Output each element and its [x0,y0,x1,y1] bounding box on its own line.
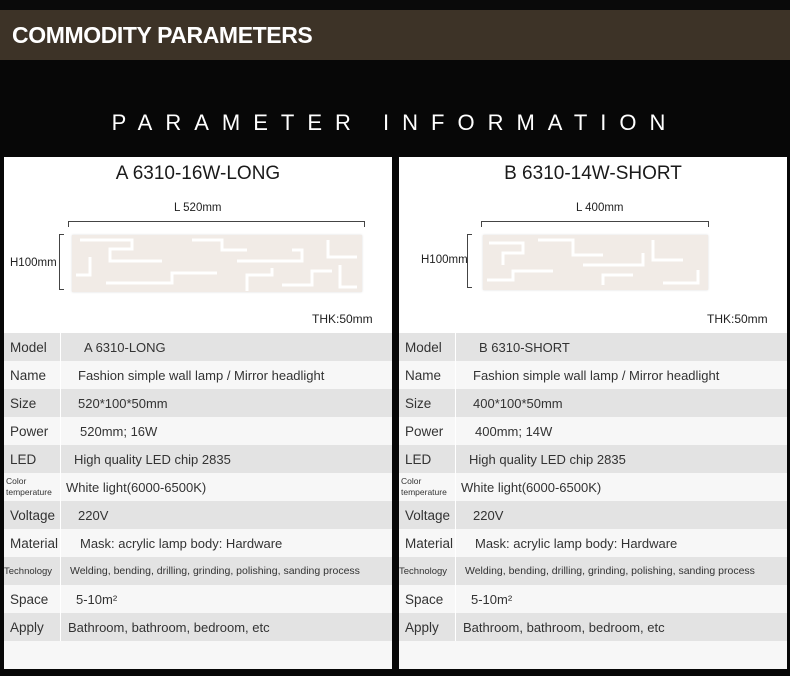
row-label: Material [10,535,59,551]
product-panel-a [4,157,392,658]
section-heading: PARAMETER INFORMATION [111,110,679,135]
row-value: 520*100*50mm [78,395,168,411]
header-band [0,10,790,60]
row-label: Name [405,367,442,383]
row-value: Fashion simple wall lamp / Mirror headlight [78,367,325,383]
row-label: Color temperature [6,476,52,497]
row-value: 5-10m² [76,591,118,607]
row-label: Apply [10,619,44,635]
row-value: Bathroom, bathroom, bedroom, etc [68,619,270,635]
page-title: COMMODITY PARAMETERS [12,22,313,48]
product-panel-b [399,157,787,658]
table-row [399,389,787,417]
top-stripe [0,0,790,10]
table-row [4,389,392,417]
row-value: High quality LED chip 2835 [74,451,231,467]
table-row [399,333,787,361]
row-label: Material [405,535,454,551]
panel-title: A 6310-16W-LONG [115,163,281,184]
row-value: 400*100*50mm [473,395,563,411]
row-label: Apply [405,619,439,635]
table-row [4,557,392,585]
row-label: Model [405,339,442,355]
row-label: Power [10,423,49,439]
length-dimension-line [68,221,365,227]
row-label: Size [10,395,37,411]
row-label: Voltage [10,507,56,523]
row-label: Technology [399,565,448,577]
row-label: Voltage [405,507,451,523]
row-value: 520mm; 16W [80,423,158,439]
row-value: Welding, bending, drilling, grinding, polishing, sanding process [70,565,360,577]
table-row [399,557,787,585]
table-row [399,473,787,501]
lamp-image [72,235,362,292]
table-row [4,473,392,501]
parameter-table [399,333,787,669]
thickness-label: THK:50mm [707,312,768,326]
table-row [4,501,392,529]
row-value: Mask: acrylic lamp body: Hardware [475,535,678,551]
row-value: 220V [473,507,504,523]
row-value: Mask: acrylic lamp body: Hardware [80,535,283,551]
row-value: Fashion simple wall lamp / Mirror headlight [473,367,720,383]
row-label: LED [10,451,37,467]
height-label: H100mm [10,257,57,269]
table-row [399,613,787,641]
table-row-empty [399,641,787,669]
row-label: Technology [4,565,53,577]
table-row [4,333,392,361]
height-dimension-line [467,234,472,288]
lamp-image [483,235,708,290]
row-label: Size [405,395,432,411]
table-row [4,585,392,613]
table-row [399,585,787,613]
row-value: Bathroom, bathroom, bedroom, etc [463,619,665,635]
table-row [399,445,787,473]
row-value: 220V [78,507,109,523]
table-row [4,529,392,557]
table-row [399,501,787,529]
thickness-label: THK:50mm [312,312,373,326]
row-label: Model [10,339,47,355]
parameter-table [4,333,392,669]
row-label: Power [405,423,444,439]
row-label: Name [10,367,47,383]
height-dimension-line [59,234,64,290]
length-label: L 400mm [576,202,624,214]
table-row [399,361,787,389]
row-value: Welding, bending, drilling, grinding, polishing, sanding process [465,565,755,577]
table-row [4,417,392,445]
length-label: L 520mm [174,202,222,214]
row-label: Color temperature [401,476,447,497]
table-row [4,361,392,389]
height-label: H100mm [421,254,468,266]
table-row-empty [4,641,392,669]
row-value: A 6310-LONG [84,339,166,355]
panel-title: B 6310-14W-SHORT [504,163,682,184]
row-value: White light(6000-6500K) [66,479,207,495]
row-label: Space [405,591,444,607]
length-dimension-line [481,221,709,227]
row-label: LED [405,451,432,467]
row-value: White light(6000-6500K) [461,479,602,495]
row-value: High quality LED chip 2835 [469,451,626,467]
table-row [399,417,787,445]
table-row [4,445,392,473]
row-value: 400mm; 14W [475,423,553,439]
row-value: B 6310-SHORT [479,339,570,355]
table-row [4,613,392,641]
row-label: Space [10,591,49,607]
row-value: 5-10m² [471,591,513,607]
table-row [399,529,787,557]
